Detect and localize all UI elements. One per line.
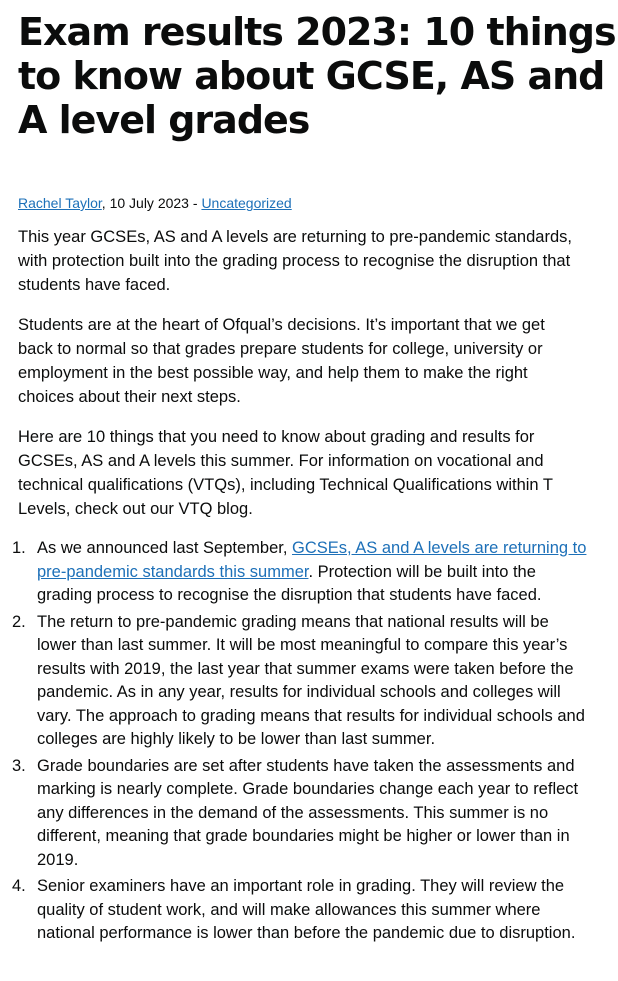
list-line: quality of student work, and will make allowances this summer where [37, 900, 541, 919]
list-line: marking is nearly complete. Grade boundaries change each year to reflect [37, 780, 579, 798]
article [12, 0, 618, 949]
paragraph-line: technical qualifications (VTQs), including Technical Qualifications within T [18, 476, 553, 494]
article-title [18, 0, 618, 142]
author-link[interactable]: Rachel Taylor [18, 195, 102, 211]
category-link[interactable]: Uncategorized [201, 195, 292, 211]
paragraph-line: Here are 10 things that you need to know about grading and results for [18, 428, 535, 446]
pre-pandemic-standards-link[interactable]: pre-pandemic standards this summer [37, 562, 309, 581]
paragraph-line: This year GCSEs, AS and A levels are returning to pre-pandemic standards, [18, 228, 572, 246]
title-line: Exam results 2023: 10 things [18, 10, 616, 54]
list-line: Senior examiners have an important role in grading. They will review the [37, 877, 565, 895]
list-line: colleges are highly likely to be lower than last summer. [37, 730, 436, 748]
list-line: pandemic. As in any year, results for individual schools and colleges will [37, 683, 561, 701]
list-line [37, 561, 618, 585]
paragraph-line: Levels, check out our VTQ blog. [18, 500, 253, 518]
paragraph-line: students have faced. [18, 276, 171, 294]
list-number: 4. [12, 877, 26, 895]
paragraph-line: choices about their next steps. [18, 388, 241, 406]
list-number: 3. [12, 756, 26, 775]
list-number: 1. [12, 539, 26, 557]
list-line: national performance is lower than before the pandemic due to disruption. [37, 924, 576, 942]
category-separator: - [188, 195, 202, 211]
ten-things-list [12, 537, 618, 946]
title-line: A level grades [18, 98, 310, 142]
paragraph-line: with protection built into the grading process to recognise the disruption that [18, 252, 571, 270]
list-item [12, 875, 618, 946]
article-meta [18, 193, 618, 213]
list-line [37, 537, 618, 561]
date-separator: , [101, 195, 110, 211]
list-line: vary. The approach to grading means that results for individual schools and [37, 706, 585, 725]
list-item [12, 537, 618, 608]
ofqual-paragraph [18, 313, 618, 409]
list-number: 2. [12, 612, 26, 631]
list-line: results with 2019, the last year that summer exams were taken before the [37, 659, 574, 678]
list-line: lower than last summer. It will be most meaningful to compare this year’s [37, 636, 568, 654]
paragraph-line: Students are at the heart of Ofqual’s decisions. It’s important that we get [18, 316, 545, 334]
list-line: Grade boundaries are set after students have taken the assessments and [37, 756, 575, 775]
pre-pandemic-standards-link[interactable]: GCSEs, AS and A levels are returning to [292, 539, 587, 557]
paragraph-line: employment in the best possible way, and help them to make the right [18, 364, 528, 382]
title-line: to know about GCSE, AS and [18, 54, 605, 98]
list-line: grading process to recognise the disruption that students have faced. [37, 586, 542, 604]
list-text: As we announced last September, [37, 539, 292, 557]
intro-paragraph [18, 225, 618, 297]
list-line: The return to pre-pandemic grading means that national results will be [37, 612, 549, 631]
publish-date: 10 July 2023 [109, 195, 189, 211]
ten-things-paragraph [18, 425, 618, 521]
list-text: . Protection will be built into the [308, 562, 536, 581]
list-line: 2019. [37, 850, 79, 869]
list-item [12, 755, 618, 873]
paragraph-line: back to normal so that grades prepare students for college, university or [18, 340, 543, 358]
list-line: any differences in the demand of the assessments. This summer is no [37, 803, 549, 822]
list-item [12, 611, 618, 752]
list-line: different, meaning that grade boundaries might be higher or lower than in [37, 827, 570, 845]
paragraph-line: GCSEs, AS and A levels this summer. For information on vocational and [18, 452, 544, 470]
